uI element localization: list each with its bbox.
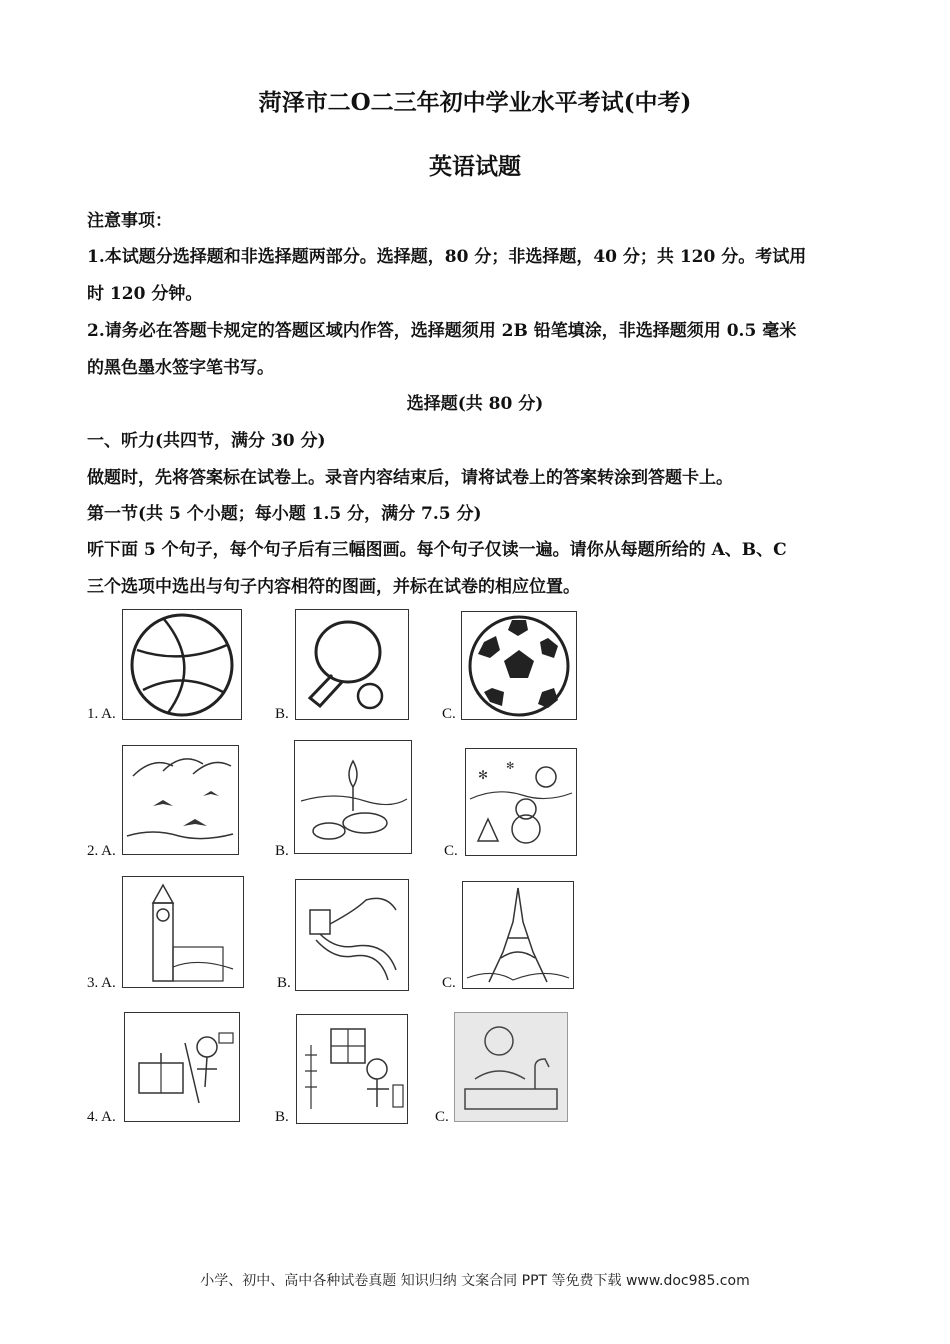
basketball-picture [122, 609, 242, 720]
svg-text:✻: ✻ [506, 761, 515, 772]
subsection-1-heading: 第一节(共 5 个小题；每小题 1.5 分，满分 7.5 分) [87, 504, 482, 524]
notes-heading: 注意事项： [87, 211, 172, 231]
washing-dishes-picture [454, 1012, 568, 1122]
subsection-1-desc-line-2: 三个选项中选出与句子内容相符的图画，并标在试卷的相应位置。 [87, 577, 580, 597]
snowman-picture [465, 748, 577, 856]
spring-swallows-picture [122, 745, 239, 855]
q4-option-b-label: B. [275, 1109, 289, 1125]
sweeping-floor-picture [124, 1012, 240, 1122]
q2-option-b-label: B. [275, 843, 289, 859]
subsection-1-desc-line-1: 听下面 5 个句子，每个句子后有三幅图画。每个句子仅读一遍。请你从每题所给的 A、B、C [87, 540, 787, 560]
watering-plants-picture [296, 1014, 408, 1124]
page-footer: 小学、初中、高中各种试卷真题 知识归纳 文案合同 PPT 等免费下载 www.doc985.com [200, 1273, 750, 1289]
listening-instruction: 做题时，先将答案标在试卷上。录音内容结束后，请将试卷上的答案转涂到答题卡上。 [87, 468, 733, 488]
q4-option-a-label: 4. A. [87, 1109, 116, 1125]
listening-part-heading: 一、听力(共四节，满分 30 分) [87, 431, 326, 451]
q2-option-c-label: C. [444, 843, 458, 859]
q3-option-c-label: C. [442, 975, 456, 991]
note-1-line-2: 时 120 分钟。 [87, 284, 203, 304]
lotus-pond-picture [294, 740, 412, 854]
note-2-line-2: 的黑色墨水签字笔书写。 [87, 358, 274, 378]
ping-pong-picture [295, 609, 409, 720]
q4-option-c-label: C. [435, 1109, 449, 1125]
svg-text:✻: ✻ [478, 768, 489, 782]
exam-subtitle: 英语试题 [429, 153, 521, 180]
big-ben-picture [122, 876, 244, 988]
football-picture [461, 611, 577, 720]
q3-option-a-label: 3. A. [87, 975, 116, 991]
q2-option-a-label: 2. A. [87, 843, 116, 859]
note-1-line-1: 1.本试题分选择题和非选择题两部分。选择题，80 分；非选择题，40 分；共 120 分。考试用 [87, 247, 807, 267]
choice-section-heading: 选择题(共 80 分) [406, 394, 544, 414]
q3-option-b-label: B. [277, 975, 291, 991]
exam-title: 菏泽市二O二三年初中学业水平考试(中考) [258, 89, 692, 116]
note-2-line-1: 2.请务必在答题卡规定的答题区域内作答，选择题须用 2B 铅笔填涂，非选择题须用 0.5 毫米 [87, 321, 797, 341]
q1-option-c-label: C. [442, 706, 456, 722]
eiffel-tower-picture [462, 881, 574, 989]
q1-option-a-label: 1. A. [87, 706, 116, 722]
q1-option-b-label: B. [275, 706, 289, 722]
great-wall-picture [295, 879, 409, 991]
